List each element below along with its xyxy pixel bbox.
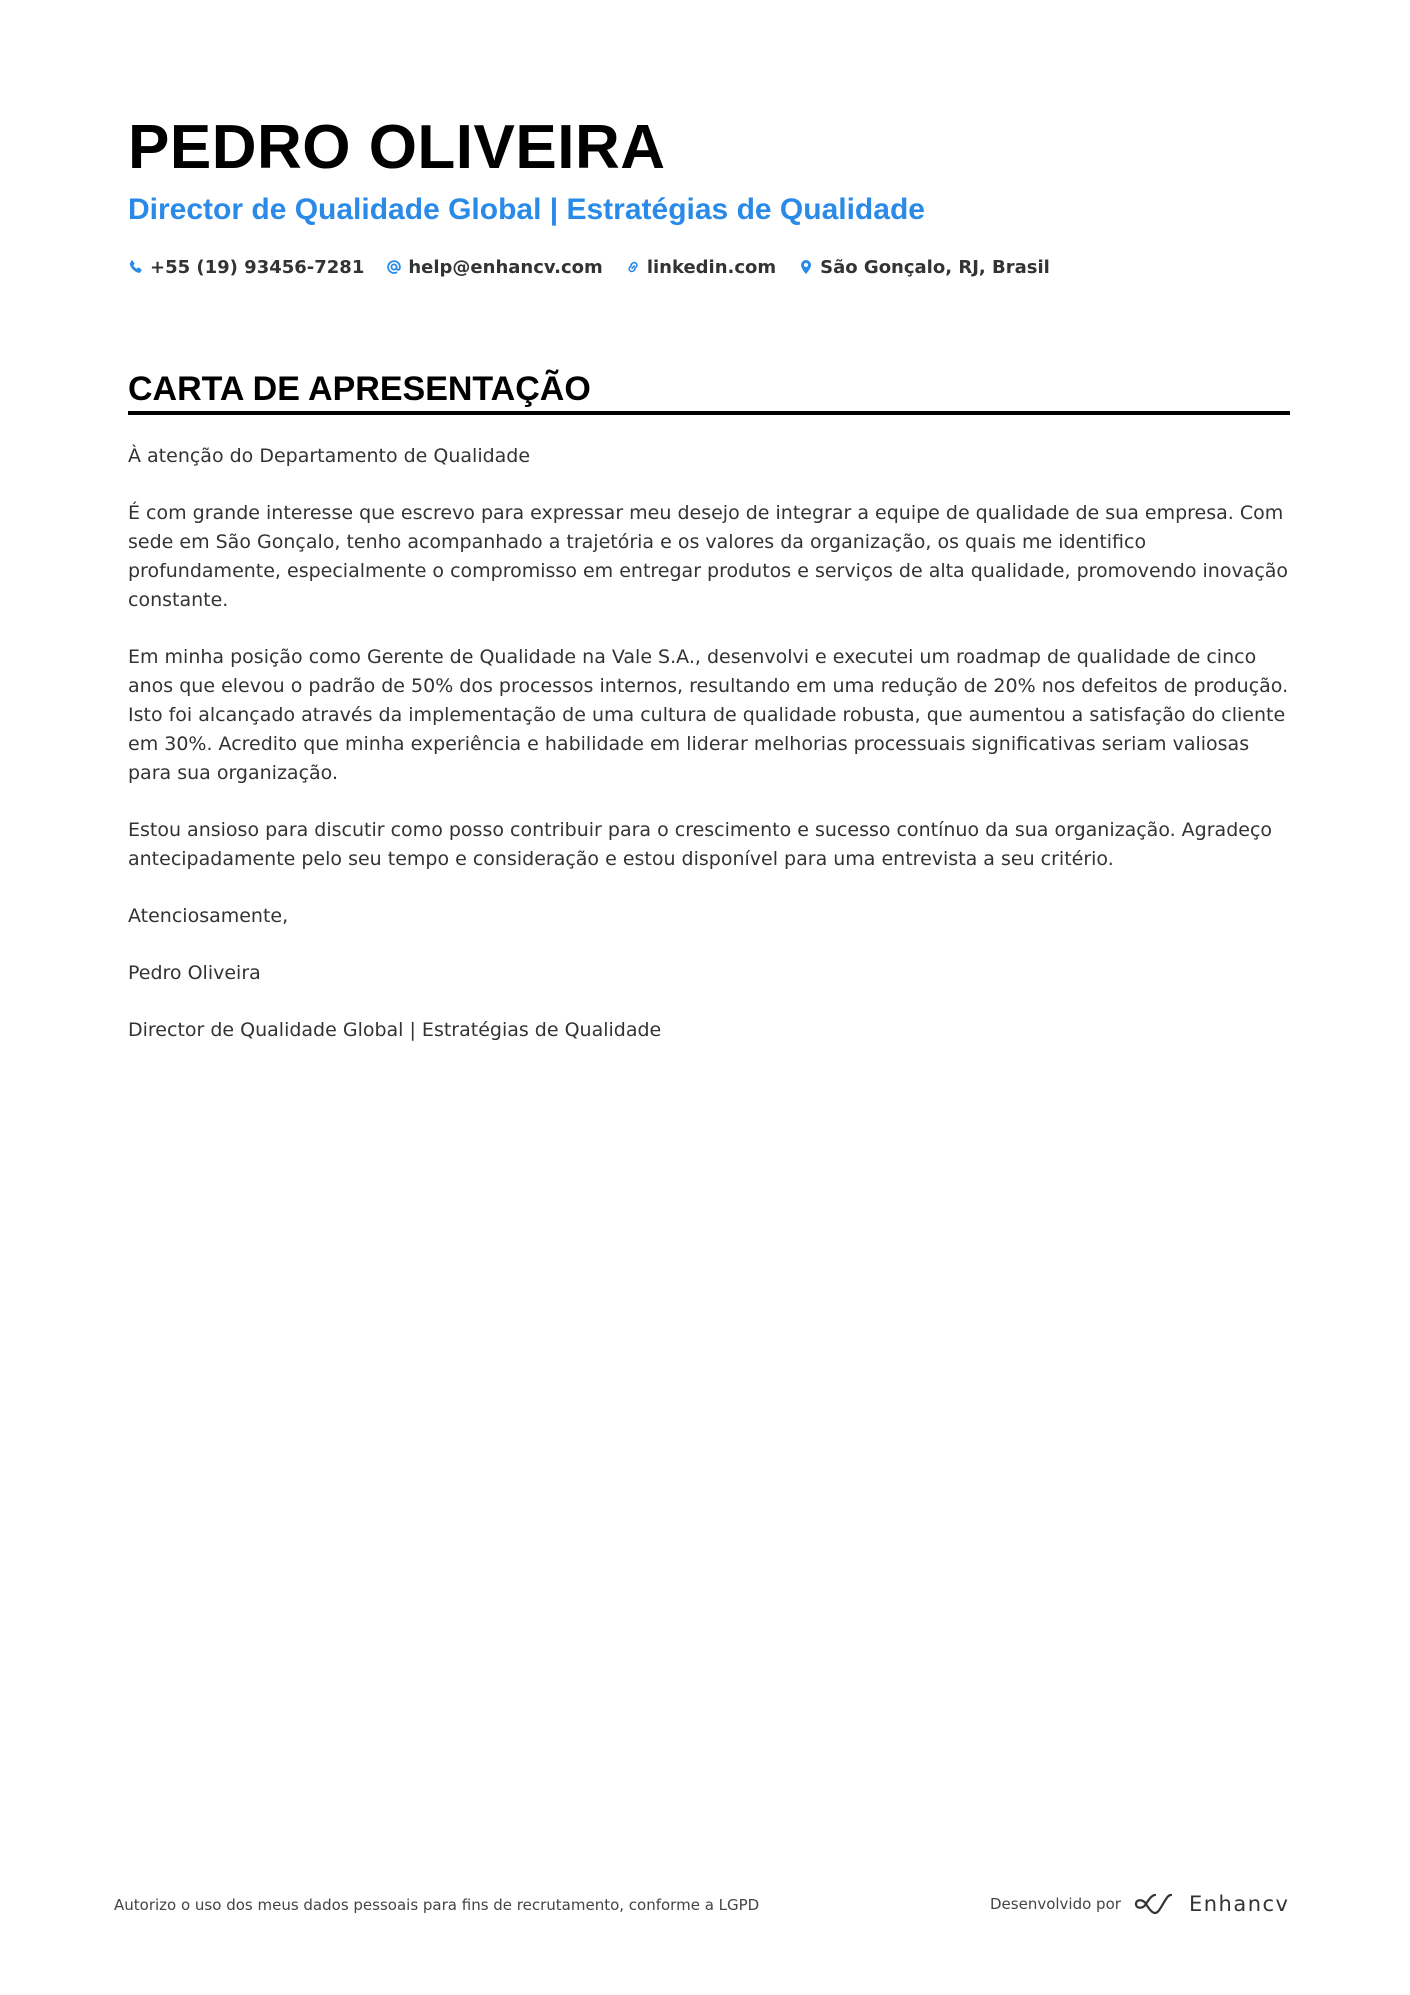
linkedin-text[interactable]: linkedin.com bbox=[646, 256, 777, 278]
letter-salutation: À atenção do Departamento de Qualidade bbox=[128, 445, 531, 467]
phone-text[interactable]: +55 (19) 93456-7281 bbox=[150, 256, 365, 278]
letter-body bbox=[128, 442, 1292, 1073]
powered-by[interactable] bbox=[990, 1886, 1289, 1922]
email-text[interactable]: help@enhancv.com bbox=[408, 256, 603, 278]
letter-closing: Atenciosamente, bbox=[128, 905, 289, 927]
brand-name: Enhancv bbox=[1188, 1892, 1290, 1916]
link-icon bbox=[625, 259, 641, 275]
candidate-title: Director de Qualidade Global | Estratégias de Qualidade bbox=[128, 193, 925, 226]
letter-paragraph: Em minha posição como Gerente de Qualidade na Vale S.A., desenvolvi e executei um roadmap de qualidade de cinco anos que elevou o padrão de 50% dos processos internos, resultando em uma redução de 20% nos defeitos de produção. Isto foi alcançado através da implementação de uma cultura de qualidade robusta, que aumentou a satisfação do cliente em 30%. Acredito que minha experiência e habilidade em liderar melhorias processuais significativas seriam valiosas para sua organização. bbox=[128, 646, 1289, 784]
powered-by-label: Desenvolvido por bbox=[990, 1895, 1121, 1913]
contact-email bbox=[386, 257, 602, 278]
phone-icon bbox=[128, 259, 144, 275]
section-divider bbox=[128, 411, 1290, 415]
letter-paragraph: É com grande interesse que escrevo para expressar meu desejo de integrar a equipe de qualidade de sua empresa. Com sede em São Gonçalo, tenho acompanhado a trajetória e os valores da organização, os quais me identifico profundamente, especialmente o compromisso em entregar produtos e serviços de alta qualidade, promovendo inovação constante. bbox=[128, 502, 1289, 611]
at-icon bbox=[386, 259, 402, 275]
contact-phone bbox=[128, 257, 364, 278]
location-pin-icon bbox=[798, 259, 814, 275]
signature-name: Pedro Oliveira bbox=[128, 962, 261, 984]
location-text: São Gonçalo, RJ, Brasil bbox=[820, 256, 1050, 278]
letter-paragraph: Estou ansioso para discutir como posso contribuir para o crescimento e sucesso contínuo da sua organização. Agradeço antecipadamente pelo seu tempo e consideração e estou disponível para uma entrevista a seu critério. bbox=[128, 819, 1273, 870]
contact-bar bbox=[128, 254, 1072, 280]
candidate-name: PEDRO OLIVEIRA bbox=[128, 113, 666, 182]
enhancv-logo-icon bbox=[1133, 1891, 1179, 1917]
signature-title: Director de Qualidade Global | Estratégias de Qualidade bbox=[128, 1019, 662, 1041]
contact-location bbox=[798, 257, 1050, 278]
consent-note: Autorizo o uso dos meus dados pessoais para fins de recrutamento, conforme a LGPD bbox=[114, 1896, 760, 1914]
section-title: CARTA DE APRESENTAÇÃO bbox=[128, 370, 591, 408]
contact-linkedin bbox=[625, 257, 776, 278]
